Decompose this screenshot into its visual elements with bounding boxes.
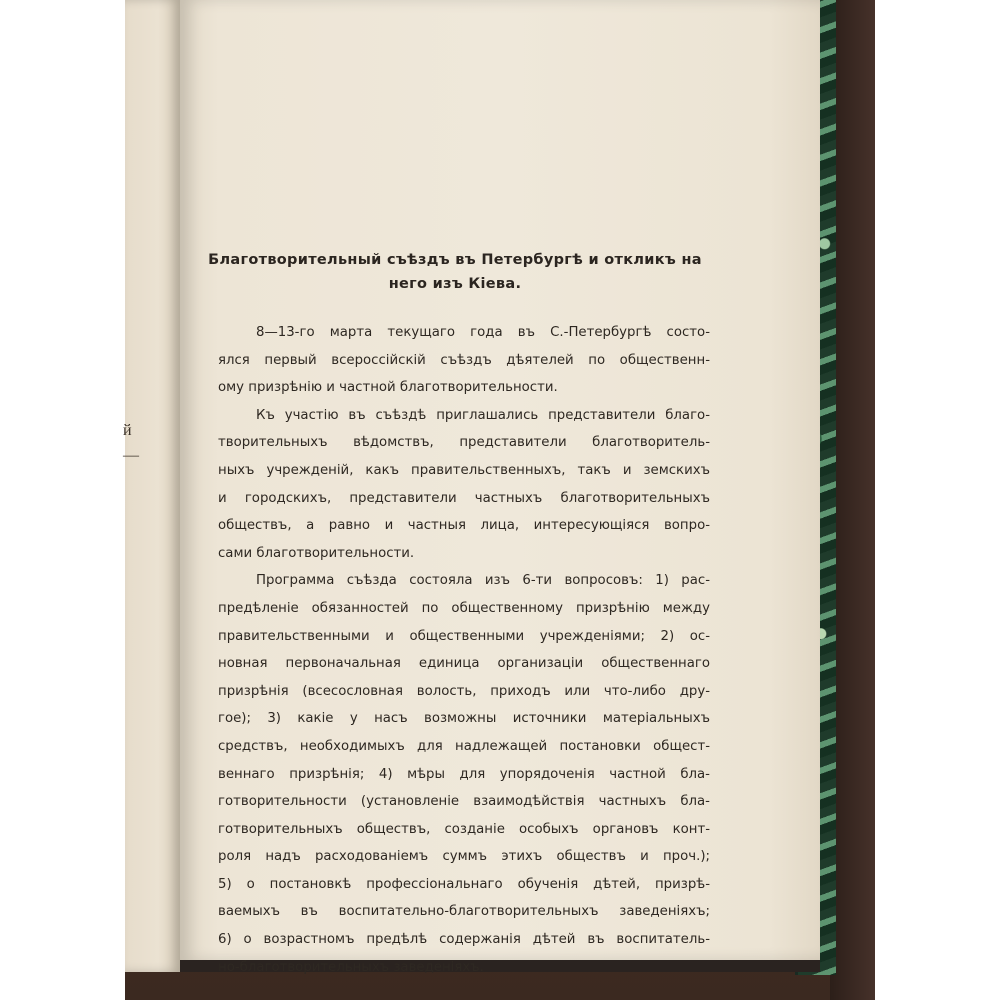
text-line: призрѣнія (всесословная волость, приходъ или что-либо дру- — [218, 683, 710, 699]
article-body — [218, 319, 710, 981]
previous-page — [125, 0, 180, 972]
book-cover-edge — [830, 0, 875, 1000]
text-line: 8—13-го марта текущаго года въ С.-Петербургѣ состо- — [256, 325, 710, 340]
text-line: и городскихъ, представители частныхъ благотворительныхъ — [218, 490, 710, 506]
text-line: готворительныхъ обществъ, созданіе особыхъ органовъ конт- — [218, 821, 710, 837]
text-line: Программа съѣзда состояла изъ 6-ти вопросовъ: 1) рас- — [256, 573, 710, 589]
text-line: сами благотворительности. — [218, 545, 415, 561]
text-line: 5) о постановкѣ профессіональнаго обученія дѣтей, призрѣ- — [218, 876, 710, 892]
text-line: творительныхъ вѣдомствъ, представители благотворитель- — [218, 435, 710, 451]
text-line: средствъ, необходимыхъ для надлежащей постановки общест- — [218, 738, 710, 754]
text-line: Къ участію въ съѣздѣ приглашались представители благо- — [256, 407, 710, 423]
text-line: ныхъ учрежденій, какъ правительственныхъ, такъ и земскихъ — [218, 462, 710, 478]
article-heading — [205, 248, 705, 296]
previous-page-fragment-line: — — [123, 447, 139, 464]
text-line: роля надъ расходованіемъ суммъ этихъ обществъ и проч.); — [218, 849, 710, 865]
text-line: ваемыхъ въ воспитательно-благотворительныхъ заведеніяхъ; — [218, 904, 710, 920]
text-line: ялся первый всероссійскій съѣздъ дѣятелей по общественн- — [218, 352, 710, 368]
text-line: готворительности (установленіе взаимодѣйствія частныхъ бла- — [218, 794, 710, 810]
text-line: веннаго призрѣнія; 4) мѣры для упорядоченія частной бла- — [218, 766, 710, 782]
previous-page-fragment-line: й — [123, 422, 132, 439]
text-line: 6) о возрастномъ предѣлѣ содержанія дѣтей въ воспитатель- — [218, 932, 710, 948]
text-line: предѣленіе обязанностей по общественному призрѣнію между — [218, 600, 710, 616]
text-line: гое); 3) какіе у насъ возможны источники матеріальныхъ — [218, 711, 710, 727]
heading-line: него изъ Кіева. — [388, 276, 522, 292]
text-line: новная первоначальная единица организаціи общественнаго — [218, 656, 710, 672]
text-line: правительственными и общественными учрежденіями; 2) ос- — [218, 628, 710, 644]
previous-page-fragment — [123, 418, 139, 468]
text-line: но-благотворительныхъ заведеніяхъ. — [218, 959, 484, 975]
heading-line: Благотворительный съѣздъ въ Петербургѣ и откликъ на — [208, 252, 702, 268]
text-line: ому призрѣнію и частной благотворительности. — [218, 380, 558, 396]
text-line: обществъ, а равно и частныя лица, интересующіяся вопро- — [218, 518, 710, 534]
